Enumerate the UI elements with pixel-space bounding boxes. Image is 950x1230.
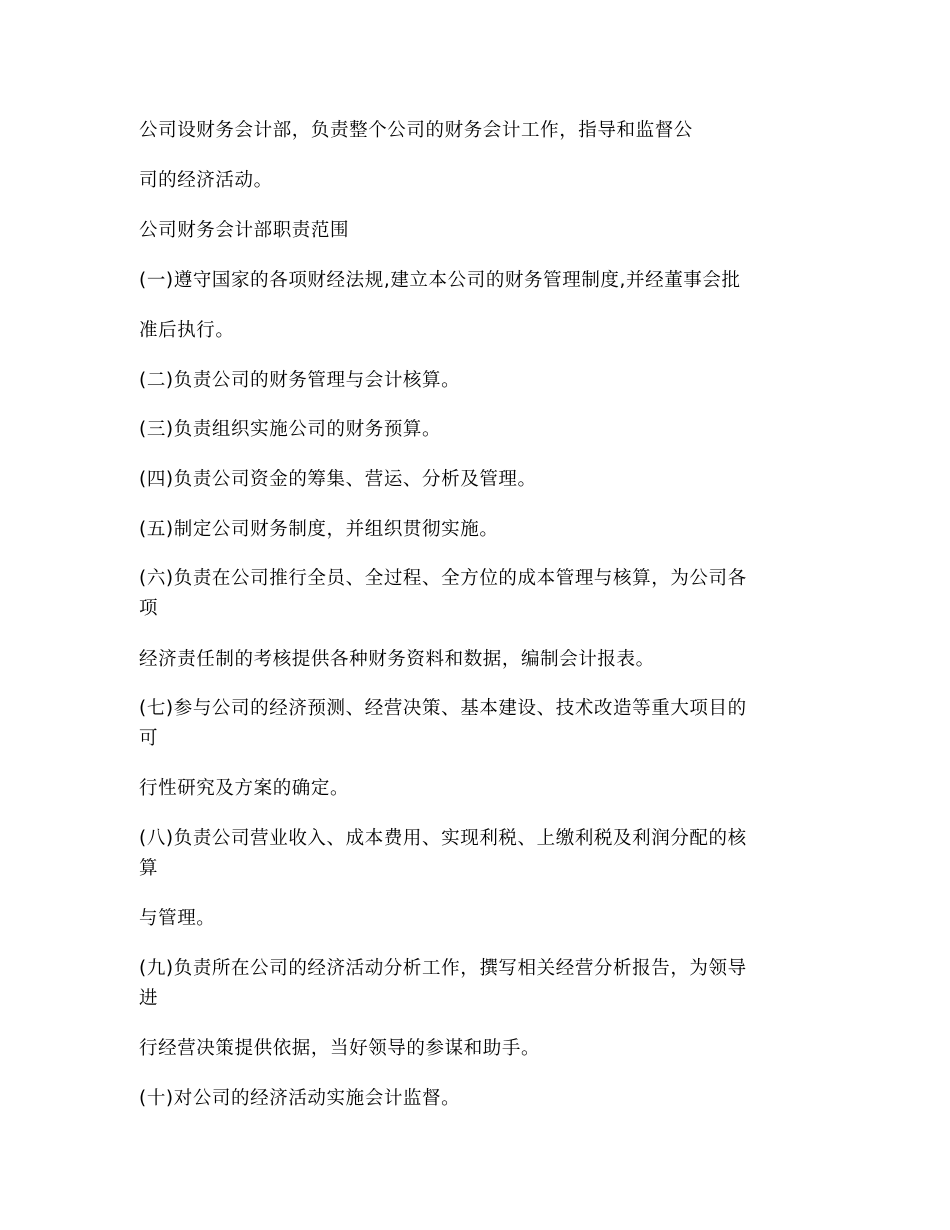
text-line-20: 进 bbox=[139, 988, 159, 1009]
text-line-2: 司的经济活动。 bbox=[139, 170, 273, 191]
text-line-21: 行经营决策提供依据，当好领导的参谋和助手。 bbox=[139, 1038, 541, 1059]
text-line-15: 行性研究及方案的确定。 bbox=[139, 778, 350, 799]
text-line-6: (二)负责公司的财务管理与会计核算。 bbox=[139, 370, 461, 391]
text-line-12: 经济责任制的考核提供各种财务资料和数据，编制会计报表。 bbox=[139, 649, 655, 670]
text-line-8: (四)负责公司资金的筹集、营运、分析及管理。 bbox=[139, 469, 537, 490]
text-line-19: (九)负责所在公司的经济活动分析工作，撰写相关经营分析报告，为领导 bbox=[139, 958, 747, 979]
text-line-4: (一)遵守国家的各项财经法规,建立本公司的财务管理制度,并经董事会批 bbox=[139, 270, 741, 291]
text-line-18: 与管理。 bbox=[139, 908, 216, 929]
text-line-9: (五)制定公司财务制度，并组织贯彻实施。 bbox=[139, 519, 499, 540]
text-line-1: 公司设财务会计部，负责整个公司的财务会计工作，指导和监督公 bbox=[139, 120, 693, 141]
text-line-16: (八)负责公司营业收入、成本费用、实现利税、上缴利税及利润分配的核 bbox=[139, 828, 747, 849]
text-line-5: 准后执行。 bbox=[139, 320, 235, 341]
text-line-10: (六)负责在公司推行全员、全过程、全方位的成本管理与核算，为公司各 bbox=[139, 568, 747, 589]
text-line-14: 可 bbox=[139, 728, 159, 749]
text-line-13: (七)参与公司的经济预测、经营决策、基本建设、技术改造等重大项目的 bbox=[139, 698, 747, 719]
text-line-11: 项 bbox=[139, 598, 159, 619]
text-line-22: (十)对公司的经济活动实施会计监督。 bbox=[139, 1088, 461, 1109]
text-line-7: (三)负责组织实施公司的财务预算。 bbox=[139, 419, 442, 440]
text-line-17: 算 bbox=[139, 858, 159, 879]
section-heading: 公司财务会计部职责范围 bbox=[139, 220, 350, 241]
